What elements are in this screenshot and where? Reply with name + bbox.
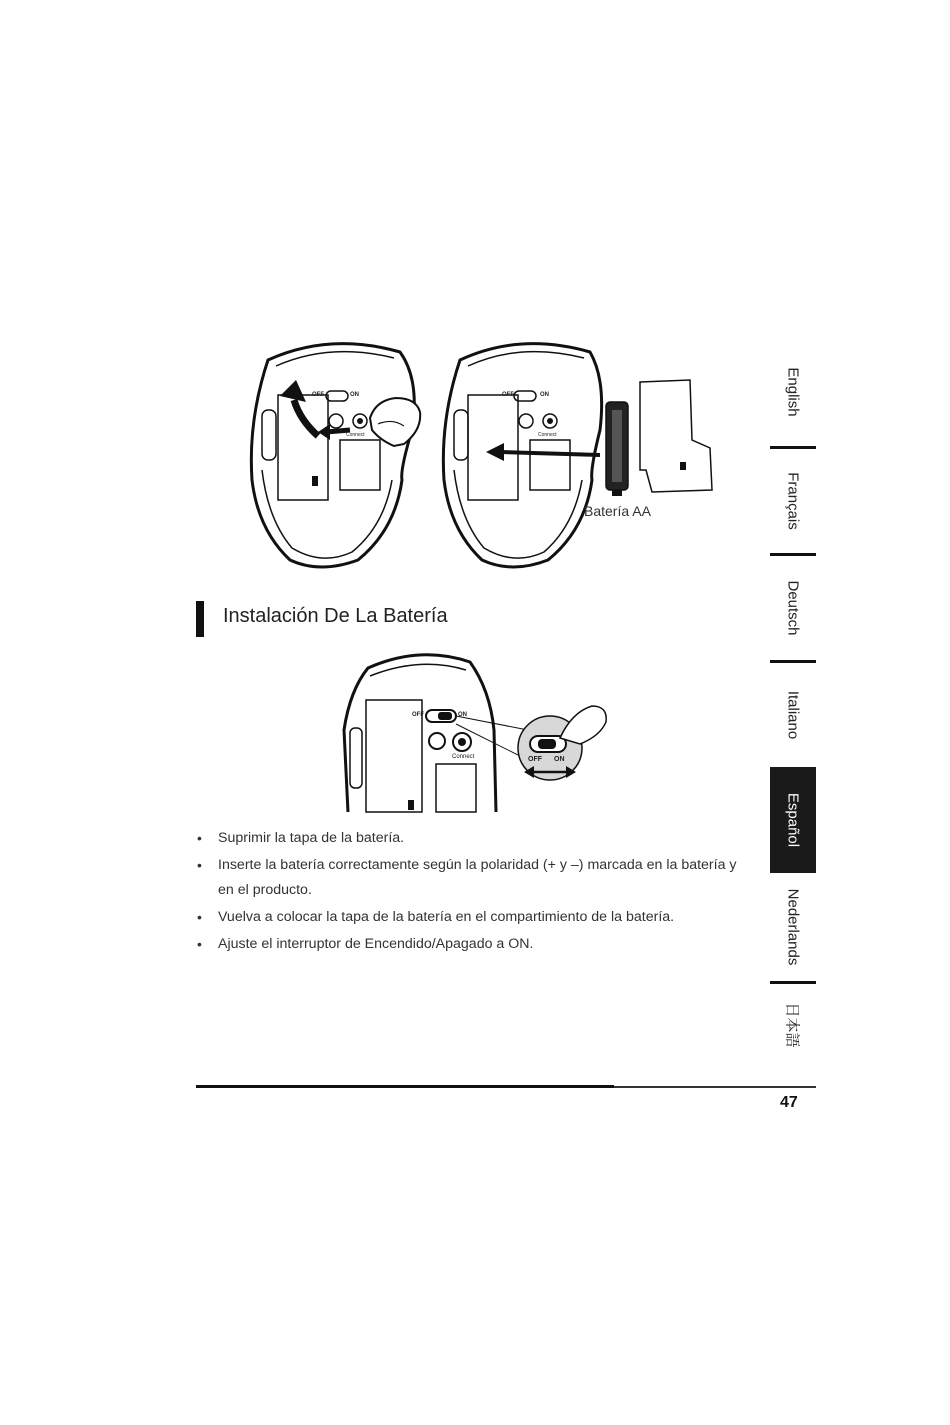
tab-label: Français <box>784 472 802 530</box>
middle-switch-on-label: ON <box>458 712 467 718</box>
list-item: • Vuelva a colocar la tapa de la batería en el compartimiento de la batería. <box>197 905 737 930</box>
list-item: • Suprimir la tapa de la batería. <box>197 826 737 851</box>
tab-label: Italiano <box>784 690 802 740</box>
tab-label: Deutsch <box>784 580 802 636</box>
section-title: Instalación De La Batería <box>223 605 448 627</box>
tab-label: Español <box>784 792 802 848</box>
tab-deutsch[interactable] <box>770 556 816 660</box>
left-mouse-connect-label: Connect <box>346 432 365 438</box>
list-item: • Inserte la batería correctamente según la polaridad (+ y –) marcada en la batería y en el producto. <box>197 853 737 903</box>
right-mouse-switch-on-label: ON <box>540 392 549 398</box>
zoom-on-label: ON <box>554 756 565 763</box>
footer-rule <box>196 1085 614 1088</box>
tab-espanol[interactable] <box>770 767 816 873</box>
right-mouse-switch-off-label: OFF <box>502 392 514 398</box>
footer-rule-thin <box>614 1086 816 1088</box>
zoom-off-label: OFF <box>528 756 542 763</box>
right-mouse-connect-label: Connect <box>538 432 557 438</box>
left-mouse-switch-off-label: OFF <box>312 392 324 398</box>
list-item: • Ajuste el interruptor de Encendido/Apagado a ON. <box>197 932 737 957</box>
middle-switch-off-label: OFF <box>412 712 424 718</box>
middle-connect-label: Connect <box>452 754 475 760</box>
tab-label: Nederlands <box>784 888 802 966</box>
tab-label: 日本語 <box>783 1002 801 1048</box>
page-number: 47 <box>780 1094 798 1111</box>
tab-italiano[interactable] <box>770 663 816 767</box>
left-mouse-switch-on-label: ON <box>350 392 359 398</box>
tab-francais[interactable] <box>770 449 816 553</box>
tab-label: English <box>784 367 802 417</box>
tab-japanese[interactable] <box>770 984 816 1066</box>
battery-aa-label: Batería AA <box>584 503 651 519</box>
tab-english[interactable] <box>770 338 816 446</box>
instruction-list <box>197 826 737 959</box>
tab-nederlands[interactable] <box>770 873 816 981</box>
